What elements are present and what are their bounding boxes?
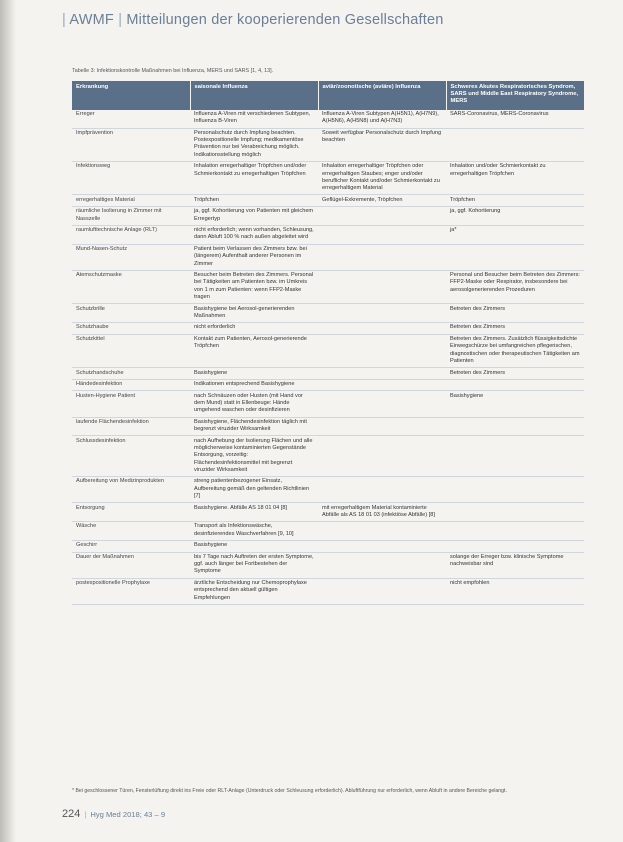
table-row (72, 322, 584, 334)
table-cell: nach Schnäuzen oder Husten (mit Hand vor dem Mund) statt in Ellenbeuge: Hände umgehend waschen oder desinfizieren (190, 391, 318, 417)
table-cell: Geflügel-Exkremente, Tröpfchen (318, 195, 446, 207)
header-cell: Erkrankung (72, 81, 190, 110)
table-cell (446, 521, 584, 540)
row-label-cell: erregerhaltiges Material (72, 195, 190, 207)
table-row (72, 195, 584, 207)
row-label-cell: Geschirr (72, 540, 190, 552)
table-header-row (72, 81, 584, 110)
page-number: 224 (62, 808, 81, 820)
row-label-cell: laufende Flächendesinfektion (72, 417, 190, 436)
table-cell: Transport als Infektionswäsche, desinfizierendes Waschverfahren [9, 10] (190, 521, 318, 540)
row-label-cell: Schutzkittel (72, 334, 190, 367)
row-label-cell: Atemschutzmaske (72, 270, 190, 303)
table-cell: Tröpfchen (446, 195, 584, 207)
table-cell (446, 379, 584, 391)
table-row (72, 552, 584, 578)
row-label-cell: Erreger (72, 110, 190, 128)
table-row (72, 270, 584, 303)
page-edge-shadow (0, 0, 16, 842)
table-cell (318, 334, 446, 367)
row-label-cell: Mund-Nasen-Schutz (72, 244, 190, 270)
table-cell: Basishygiene. Abfälle AS 18 01 04 [8] (190, 503, 318, 522)
row-label-cell: Schutzbrille (72, 304, 190, 323)
table-cell: nach Aufhebung der Isolierung Flächen und alle möglicherweise kontaminierten Gegenstände Entsorgung, vorzeitig: Flächendesinfektionsmittel mit begrenzt viruzider Wirksamkeit (190, 436, 318, 477)
table-cell (446, 244, 584, 270)
table-cell: nicht erforderlich (190, 322, 318, 334)
table-cell (446, 417, 584, 436)
table-row (72, 225, 584, 244)
table-cell (318, 225, 446, 244)
table-cell: Basishygiene (190, 540, 318, 552)
journal-citation: Hyg Med 2018; 43 – 9 (90, 810, 166, 819)
table-row (72, 503, 584, 522)
table-cell: Betreten des Zimmers (446, 368, 584, 380)
table-cell (318, 379, 446, 391)
table-cell: Soweit verfügbar Personalschutz durch Impfung beachten (318, 128, 446, 161)
table-cell: ja* (446, 225, 584, 244)
table-row (72, 128, 584, 161)
row-label-cell: Impfprävention (72, 128, 190, 161)
table-row (72, 334, 584, 367)
row-label-cell: räumliche Isolierung in Zimmer mit Nasszelle (72, 206, 190, 225)
table-cell: nicht empfohlen (446, 578, 584, 604)
table-cell: Inhalation und/oder Schmierkontakt zu erregerhaltigen Tröpfchen (446, 161, 584, 194)
table-cell (318, 270, 446, 303)
table-row (72, 244, 584, 270)
row-label-cell: Händedesinfektion (72, 379, 190, 391)
header-cell: saisonale Influenza (190, 81, 318, 110)
table-cell (446, 540, 584, 552)
table-cell (318, 322, 446, 334)
table-cell: ja, ggf. Kohortierung von Patienten mit gleichem Erregertyp (190, 206, 318, 225)
row-label-cell: raumlufttechnische Anlage (RLT) (72, 225, 190, 244)
table-cell: Tröpfchen (190, 195, 318, 207)
table-cell: Inhalation erregerhaltiger Tröpfchen und/oder Schmierkontakt zu erregerhaltigen Tröpfchen (190, 161, 318, 194)
table-row (72, 161, 584, 194)
table-row (72, 436, 584, 477)
table-cell (318, 540, 446, 552)
table-cell: bis 7 Tage nach Auftreten der ersten Symptome, ggf. auch länger bei Fortbestehen der Symptome (190, 552, 318, 578)
page-footer: 224 | Hyg Med 2018; 43 – 9 (62, 808, 166, 820)
table-cell: Basishygiene (446, 391, 584, 417)
row-label-cell: Aufbereitung von Medizinprodukten (72, 476, 190, 502)
header-org: AWMF (69, 12, 114, 28)
table-cell: ärztliche Entscheidung nur Chemoprophylaxe entsprechend den aktuell gültigen Empfehlungen (190, 578, 318, 604)
table-cell (318, 476, 446, 502)
table-cell: Influenza A-Viren Subtypen A(H5N1), A(H7N9), A(H5N6), A(H5N8) und A(H7N3) (318, 110, 446, 128)
table-cell: Besucher beim Betreten des Zimmers. Personal bei Tätigkeiten am Patienten bzw. im Umkreis von 1 m zum Patienten: wenn FFP2-Maske tragen (190, 270, 318, 303)
table-cell (318, 206, 446, 225)
table-row (72, 476, 584, 502)
row-label-cell: Entsorgung (72, 503, 190, 522)
row-label-cell: postexpositionelle Prophylaxe (72, 578, 190, 604)
table-cell (446, 128, 584, 161)
table-cell: streng patientenbezogener Einsatz, Aufbereitung gemäß den geltenden Richtlinien [7] (190, 476, 318, 502)
table-cell: Basishygiene (190, 368, 318, 380)
row-label-cell: Schutzhaube (72, 322, 190, 334)
table-cell: Personalschutz durch Impfung beachten. Postexpositionelle Impfung; medikamentöse Prävention nur bei Verabreichung möglich. Indikationsstellung möglich (190, 128, 318, 161)
table-cell: Influenza A-Viren mit verschiedenen Subtypen, Influenza B-Viren (190, 110, 318, 128)
table-cell (318, 521, 446, 540)
header-title: Mitteilungen der kooperierenden Gesellschaften (126, 12, 444, 28)
table-caption: Tabelle 3: Infektionskontrolle Maßnahmen bei Influenza, MERS und SARS [1, 4, 13]. (72, 68, 274, 74)
table-cell: ja, ggf. Kohortierung (446, 206, 584, 225)
table-cell: solange der Erreger bzw. klinische Symptome nachweisbar sind (446, 552, 584, 578)
row-label-cell: Schutzhandschuhe (72, 368, 190, 380)
table-row (72, 368, 584, 380)
table-row (72, 206, 584, 225)
row-label-cell: Infektionsweg (72, 161, 190, 194)
row-label-cell: Wäsche (72, 521, 190, 540)
table-body (72, 110, 584, 605)
table-cell (446, 476, 584, 502)
table-row (72, 110, 584, 128)
table-cell: Betreten des Zimmers (446, 304, 584, 323)
table-cell (318, 244, 446, 270)
table-cell: Betreten des Zimmers. Zusätzlich flüssigkeitsdichte Einwegschürze bei umfangreichen pflegerischen, diagnostischen oder therapeutischen Tätigkeiten am Patienten (446, 334, 584, 367)
table-cell: Basishygiene bei Aerosol-generierenden Maßnahmen (190, 304, 318, 323)
table-cell (446, 436, 584, 477)
header-cell: aviär/zoonotische (aviäre) Influenza (318, 81, 446, 110)
table-cell (318, 391, 446, 417)
table-cell (318, 304, 446, 323)
header-bar: | (62, 12, 70, 28)
table-cell: mit erregerhaltigem Material kontaminierte Abfälle als AS 18 01 03 (infektiöse Abfälle) [8] (318, 503, 446, 522)
table-cell (446, 503, 584, 522)
table-cell: Basishygiene, Flächendesinfektion täglich mit begrenzt viruzider Wirksamkeit (190, 417, 318, 436)
table-cell: Patient beim Verlassen des Zimmers bzw. bei (längerem) Aufenthalt anderer Personen im Zimmer (190, 244, 318, 270)
table-row (72, 578, 584, 604)
table-footnote: * Bei geschlossener Türen, Fensterlüftung direkt ins Freie oder RLT-Anlage (Unterdruck oder Schleusung erforderlich). Abluftführung nur erforderlich, wenn Abluft in andere Bereiche gelangt. (72, 788, 507, 794)
table-cell: Kontakt zum Patienten, Aerosol-generierende Tröpfchen (190, 334, 318, 367)
row-label-cell: Dauer der Maßnahmen (72, 552, 190, 578)
table-row (72, 540, 584, 552)
measures-table (72, 81, 585, 605)
table-cell: Betreten des Zimmers (446, 322, 584, 334)
table-cell: SARS-Coronavirus, MERS-Coronavirus (446, 110, 584, 128)
row-label-cell: Schlussdesinfektion (72, 436, 190, 477)
table-cell: Personal und Besucher beim Betreten des Zimmers: FFP2-Maske oder Respirator, insbesondere bei aerosolgenerierenden Prozeduren (446, 270, 584, 303)
table-cell (318, 417, 446, 436)
table-row (72, 417, 584, 436)
header-cell: Schweres Akutes Respiratorisches Syndrom, SARS und Middle East Respiratory Syndrome, MERS (446, 81, 584, 110)
table-cell: Indikationen entsprechend Basishygiene (190, 379, 318, 391)
table-cell (318, 436, 446, 477)
table-row (72, 379, 584, 391)
table-cell: nicht erforderlich; wenn vorhanden, Schleusung, dann Abluft 100 % nach außen abgeleitet wird (190, 225, 318, 244)
journal-header: | AWMF | Mitteilungen der kooperierenden Gesellschaften (62, 12, 444, 28)
table-cell (318, 368, 446, 380)
table-cell (318, 578, 446, 604)
table-cell (318, 552, 446, 578)
table-row (72, 391, 584, 417)
table-row (72, 521, 584, 540)
row-label-cell: Husten-Hygiene Patient (72, 391, 190, 417)
table-row (72, 304, 584, 323)
table-cell: Inhalation erregerhaltiger Tröpfchen oder erregerhaltigen Staubes; enger und/oder beruflicher Kontakt und/oder Schmierkontakt zu erregerhaltigem Material (318, 161, 446, 194)
